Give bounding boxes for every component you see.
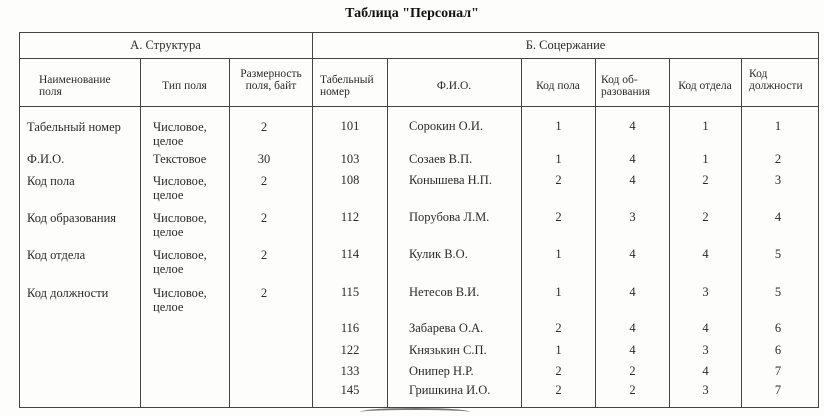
content-fio: Князькин С.П. (409, 343, 487, 357)
structure-size: 2 (260, 286, 268, 300)
content-fio: Сорокин О.И. (409, 119, 483, 133)
content-dept-code: 2 (702, 210, 709, 224)
header-field-size: Размерность поля, байт (240, 68, 302, 92)
content-edu-code: 2 (629, 383, 636, 397)
content-dept-code: 3 (702, 383, 709, 397)
content-dept-code: 1 (702, 152, 709, 166)
content-dept-code: 4 (702, 321, 709, 335)
content-fio: Созаев В.П. (409, 152, 473, 166)
content-dept-code: 3 (702, 285, 709, 299)
section-a-title: А. Структура (130, 38, 201, 52)
content-position-code: 3 (774, 173, 782, 187)
content-fio: Гришкина И.О. (409, 383, 491, 397)
content-position-code: 7 (774, 364, 782, 378)
structure-type: Числовое, целое (153, 211, 207, 239)
content-edu-code: 2 (629, 364, 636, 378)
header-field-name: Наименование поля (39, 74, 111, 98)
header-tab-number: Табельный номер (320, 74, 374, 98)
content-position-code: 4 (774, 210, 782, 224)
content-sex-code: 1 (555, 247, 562, 261)
structure-name: Код пола (27, 174, 75, 188)
header-position-code: Код должности (749, 68, 803, 92)
content-tab-number: 115 (340, 285, 360, 299)
content-fio: Нетесов В.И. (409, 285, 480, 299)
section-header-line-a (19, 58, 313, 59)
structure-type: Текстовое (153, 152, 207, 166)
header-field-type: Тип поля (162, 80, 207, 92)
content-tab-number: 103 (340, 152, 360, 166)
content-edu-code: 4 (629, 247, 636, 261)
content-sex-code: 1 (555, 343, 562, 357)
content-sex-code: 1 (555, 119, 562, 133)
content-dept-code: 3 (702, 343, 709, 357)
content-dept-code: 4 (702, 247, 709, 261)
section-b-title: Б. Соцержание (525, 38, 606, 52)
content-dept-code: 4 (702, 364, 709, 378)
header-edu-code: Код об-разования (601, 74, 651, 98)
content-position-code: 5 (774, 285, 782, 299)
column-header-line (19, 106, 819, 107)
structure-name: Код отдела (27, 248, 86, 262)
structure-name: Код должности (27, 286, 109, 300)
content-fio: Онипер Н.Р. (409, 364, 474, 378)
content-edu-code: 4 (629, 285, 636, 299)
content-edu-code: 4 (629, 119, 636, 133)
content-edu-code: 3 (629, 210, 636, 224)
content-sex-code: 1 (555, 152, 562, 166)
col-divider (140, 58, 141, 408)
content-tab-number: 108 (340, 173, 360, 187)
content-fio: Конышева Н.П. (409, 173, 492, 187)
content-sex-code: 2 (555, 210, 562, 224)
content-tab-number: 114 (340, 247, 360, 261)
content-edu-code: 4 (629, 321, 636, 335)
content-fio: Порубова Л.М. (409, 210, 490, 224)
content-sex-code: 1 (555, 285, 562, 299)
content-position-code: 5 (774, 247, 782, 261)
table-title: Таблица "Персонал" (345, 6, 479, 21)
content-sex-code: 2 (555, 321, 562, 335)
structure-size: 2 (260, 248, 268, 262)
content-fio: Забарева О.А. (409, 321, 484, 335)
content-position-code: 2 (774, 152, 782, 166)
structure-size: 2 (260, 174, 268, 188)
structure-type: Числовое, целое (153, 286, 207, 314)
structure-size: 2 (260, 120, 268, 134)
content-tab-number: 122 (340, 343, 360, 357)
content-position-code: 6 (774, 343, 782, 357)
content-fio: Кулик В.О. (409, 247, 468, 261)
structure-size: 30 (257, 152, 271, 166)
content-sex-code: 2 (555, 383, 562, 397)
content-position-code: 7 (774, 383, 782, 397)
col-divider (387, 58, 388, 408)
structure-type: Числовое, целое (153, 120, 207, 148)
header-fio: Ф.И.О. (436, 80, 472, 92)
content-edu-code: 4 (629, 173, 636, 187)
content-tab-number: 133 (340, 364, 360, 378)
content-sex-code: 2 (555, 173, 562, 187)
content-tab-number: 101 (340, 119, 360, 133)
col-divider (229, 58, 230, 408)
content-position-code: 6 (774, 321, 782, 335)
structure-type: Числовое, целое (153, 174, 207, 202)
page-curl-shadow (360, 408, 470, 416)
structure-name: Ф.И.О. (27, 152, 65, 166)
content-position-code: 1 (774, 119, 782, 133)
structure-name: Код образования (27, 211, 117, 225)
structure-size: 2 (260, 211, 268, 225)
content-tab-number: 116 (340, 321, 360, 335)
content-edu-code: 4 (629, 343, 636, 357)
content-tab-number: 145 (340, 383, 360, 397)
content-tab-number: 112 (340, 210, 360, 224)
content-dept-code: 2 (702, 173, 709, 187)
header-sex-code: Код пола (536, 80, 580, 92)
content-edu-code: 4 (629, 152, 636, 166)
section-header-line-b (312, 58, 819, 59)
header-dept-code: Код отдела (678, 80, 732, 92)
structure-name: Табельный номер (27, 120, 121, 134)
content-sex-code: 2 (555, 364, 562, 378)
structure-type: Числовое, целое (153, 248, 207, 276)
content-dept-code: 1 (702, 119, 709, 133)
